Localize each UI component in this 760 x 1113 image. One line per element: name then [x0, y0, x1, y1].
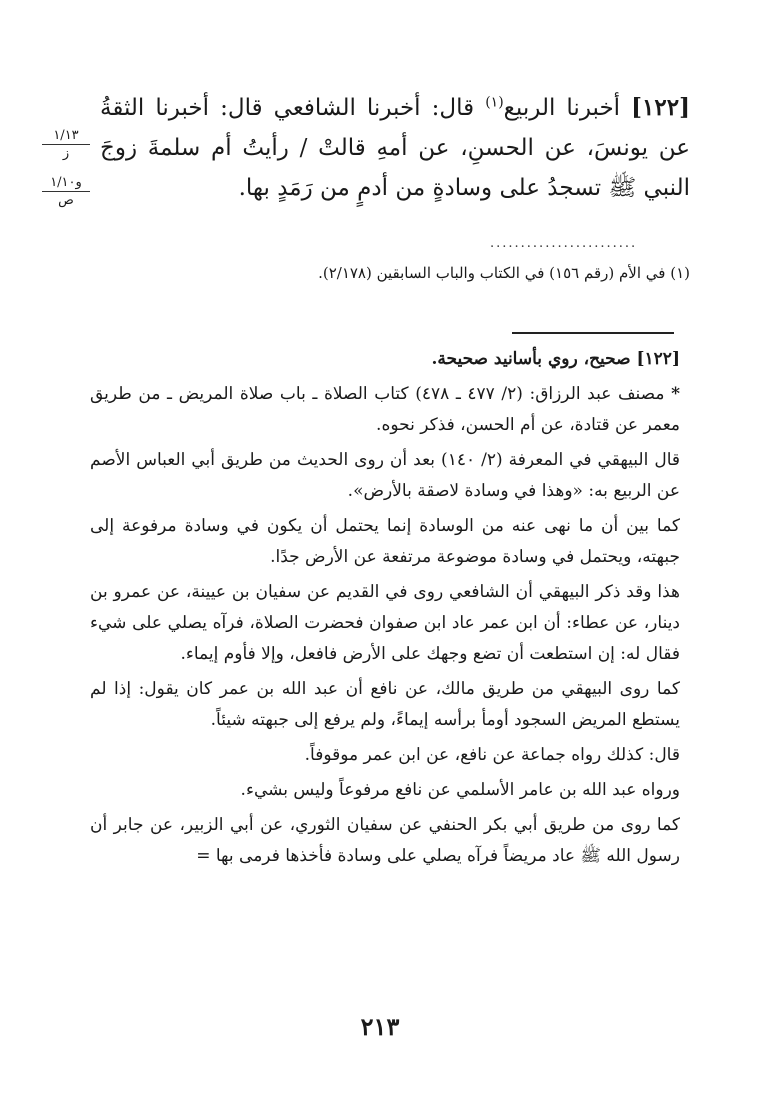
commentary-paragraph: كما روى من طريق أبي بكر الحنفي عن سفيان الثوري، عن أبي الزبير، عن جابر أن رسول الله ﷺ عاد مريضاً فرآه يصلي على وسادة فأخذها فرمى بها =	[90, 815, 680, 866]
commentary-source: مصنف عبد الرزاق: (٢/ ٤٧٧ ـ ٤٧٨) كتاب الصلاة ـ باب صلاة المريض ـ من طريق معمر عن قتادة، عن أم الحسن، فذكر نحوه.	[90, 384, 680, 435]
commentary-paragraph: قال: كذلك رواه جماعة عن نافع، عن ابن عمر موقوفاً.	[304, 745, 680, 765]
commentary-section	[90, 344, 680, 876]
margin-note	[36, 128, 96, 161]
hadith-number: [١٢٢]	[631, 94, 690, 121]
commentary-paragraph: قال البيهقي في المعرفة (٢/ ١٤٠) بعد أن روى الحديث من طريق أبي العباس الأصم عن الربيع به: «وهذا في وسادة لاصقة بالأرض».	[90, 450, 680, 501]
margin-note-divider	[42, 191, 90, 192]
margin-note-folio: ١/١٣	[53, 128, 79, 143]
commentary-paragraph: هذا وقد ذكر البيهقي أن الشافعي روى في القديم عن سفيان بن عيينة، عن عمرو بن دينار، عن عطاء: أن ابن عمر عاد ابن صفوان فحضرت الصلاة، فرآه يصلي على شيء فقال له: إن استطعت أن تضع وجهك على الأرض فافعل، وإلا فأوم إيماء.	[90, 582, 680, 664]
page-number: ٢١٣	[360, 1012, 400, 1041]
footnote-separator: ........................	[490, 236, 638, 251]
commentary-paragraph: ورواه عبد الله بن عامر الأسلمي عن نافع مرفوعاً وليس بشيء.	[240, 780, 680, 800]
commentary-paragraph: كما روى البيهقي من طريق مالك، عن نافع أن عبد الله بن عمر كان يقول: إذا لم يستطع المريض السجود أومأ برأسه إيماءً، ولم يرفع إلى جبهته شيئاً.	[90, 679, 680, 730]
main-hadith-text	[100, 88, 690, 208]
margin-note-siglum: ص	[58, 193, 74, 208]
margin-note-divider	[42, 144, 90, 145]
hadith-paragraph	[100, 88, 690, 208]
commentary-heading: [١٢٢] صحيح، روي بأسانيد صحيحة.	[431, 349, 680, 369]
footnote: (١) في الأم (رقم ١٥٦) في الكتاب والباب السابقين (٢/١٧٨).	[318, 264, 690, 282]
commentary-paragraph	[90, 379, 680, 441]
commentary-rule	[512, 332, 674, 334]
margin-note	[36, 175, 96, 208]
margin-note-folio: و١/١٠	[50, 175, 82, 190]
hadith-text-part1: أخبرنا الربيع	[503, 95, 632, 121]
footnote-reference: (١)	[485, 94, 504, 111]
commentary-paragraph: كما بين أن ما نهى عنه من الوسادة إنما يحتمل أن يكون في وسادة مرفوعة إلى جبهته، ويحتمل في وسادة موضوعة مرتفعة عن الأرض جدًا.	[90, 516, 680, 567]
margin-manuscript-refs	[36, 128, 96, 222]
hadith-text-part2: قال: أخبرنا الشافعي قال: أخبرنا الثقةُ عن يونسَ، عن الحسنِ، عن أمهِ قالتْ / رأيتُ أم سلمةَ زوجَ النبي ﷺ تسجدُ على وسادةٍ من أدمٍ من رَمَدٍ بها.	[100, 95, 690, 201]
margin-note-siglum: ز	[62, 146, 70, 161]
asterisk-icon: *	[671, 384, 680, 404]
